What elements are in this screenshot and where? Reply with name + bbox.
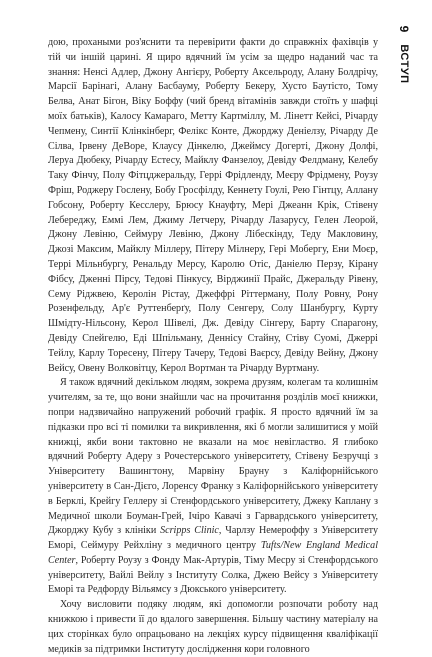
- paragraph-reviewers-text-1: Я також вдячний декільком людям, зокрема друзям, колегам та колишнім учителям, за те, що вони знайшли час на прочитання розділів моєї книжки, попри надзвичайно напружений робочий графік. Я просто вдячний їм за підказки про всі ті помилки та викривлення, які б могли залишитися у моїй книжці, якби вони тактовно не вказали на моє невігластво. Я глибоко вдячний Роберту Адеру з Рочестерського університету, Стівену Безручці з Університету Вашингтону, Марвіну Брауну з Каліфорнійського університету в Сан-Дієго, Лоренсу Франку з Каліфорнійського університету в Берклі, Крейгу Геллеру зі Стенфордського університету, Джеку Каплану з Медичної школи Боуман-Грей, Ічіро Кавачі з Гарвардського університету, Джорджу Кубу з клініки: [48, 377, 378, 537]
- paragraph-acknowledgments-list: дою, прохаными роз'яснити та перевірити факти до справжніх фахівців у тій чи іншій царині. Я щиро вдячний їм усім за щедро наданий час та знання: Ненсі Адлер, Джону Ангієру, Роберту Аксельроду, Алану Болдрічу, Марсії Барінагі, Алану Басбауму, Роберту Бекеру, Хусто Баутісто, Тому Белва, Анат Бігон, Віку Боффу (чий бренд вітамінів завжди стоїть у шафці моїх батьків), Калосу Камараго, Метту Картміллу, М. Лінетт Кейсі, Річарду Чепмену, Синтії Клінкінберг, Фелікс Конте, Джорджу Деніелзу, Річарду Де Сілва, Ірвену ДеВоре, Клаусу Дінкелю, Джеймсу Догерті, Джону Долфі, Леруа Дюбеку, Річарду Естесу, Майклу Фанзелоу, Девіду Фелдману, Келебу Таку Фінчу, Полу Фітцджеральду, Геррі Фрідленду, Меєру Фрідмену, Роузу Фріш, Роджеру Гослену, Бобу Гросфілду, Кеннету Гоулі, Рею Гінтцу, Аллану Гобсону, Роберту Кесслеру, Брюсу Кнауфту, Мері Джеанн Крік, Стівену Лебереджу, Еммі Лем, Джиму Летчеру, Річарду Лазарусу, Гелен Леорой, Джону Левіню, Сеймуру Левіню, Джону Лібескінду, Теду Макловину, Джозі Максим, Майклу Міллеру, Пітеру Мілнеру, Гері Мобергу, Ени Моєр, Террі Мільнбургу, Ренальду Мерсу, Каролю Отіс, Даніелю Перзу, Кірану Фібсу, Дженні Пірсу, Тедові Пінкусу, Вірджинії Прайс, Джеральду Рівену, Сему Ріджвею, Керолін Рістау, Джеффрі Ріттерману, Полу Ровну, Рону Розенфельду, Ар'є Руттенберґу, Полу Сенгеру, Солу Шанбургу, Курту Шмідту-Нільсону, Керол Шівелі, Дж. Девіду Сінгеру, Барту Спарагону, Девіду Спейгелю, Еді Шпільману, Деннісу Стайну, Стіву Суомі, Джеррі Тейлу, Карлу Торесену, Пітеру Тачеру, Тедові Ваєрсу, Девіду Вейну, Джону Вейсу, Овену Волковітцу, Керол Вортман та Річарду Вуртману.: [48, 37, 378, 374]
- paragraph-reviewers-text-2: , Чарлзу Немероффу з Університету Еморі, Сеймуру Рейхліну з медичного центру: [48, 525, 379, 552]
- paragraph-reviewers: [48, 376, 378, 598]
- paragraph-reviewers-text-3: , Роберту Роузу з Фонду Мак-Артурів, Тіму Месру зі Стенфордського університету, Вайлі Вейлу з Інституту Солка, Джею Вейсу з Університету Еморі та Редфорду Вільямсу з Дюкського університету.: [48, 554, 378, 596]
- scripps-clinic-name: Scripps Clinic: [160, 525, 219, 537]
- tufts-medical-center-name: Tufts/New England Medical Center: [48, 540, 378, 566]
- running-head: [392, 22, 416, 92]
- page-number: 9: [397, 25, 411, 33]
- paragraph-support: Хочу висловити подяку людям, які допомогли розпочати роботу над книжкою і привести її до вдалого завершення. Більшу частину матеріалу на цих сторінках було опрацьовано на лекціях курсу підвищення кваліфікації медиків за підтримки Інституту дослідження кори головного: [48, 599, 378, 655]
- body-text: [48, 36, 378, 657]
- section-title: ВСТУП: [398, 44, 410, 84]
